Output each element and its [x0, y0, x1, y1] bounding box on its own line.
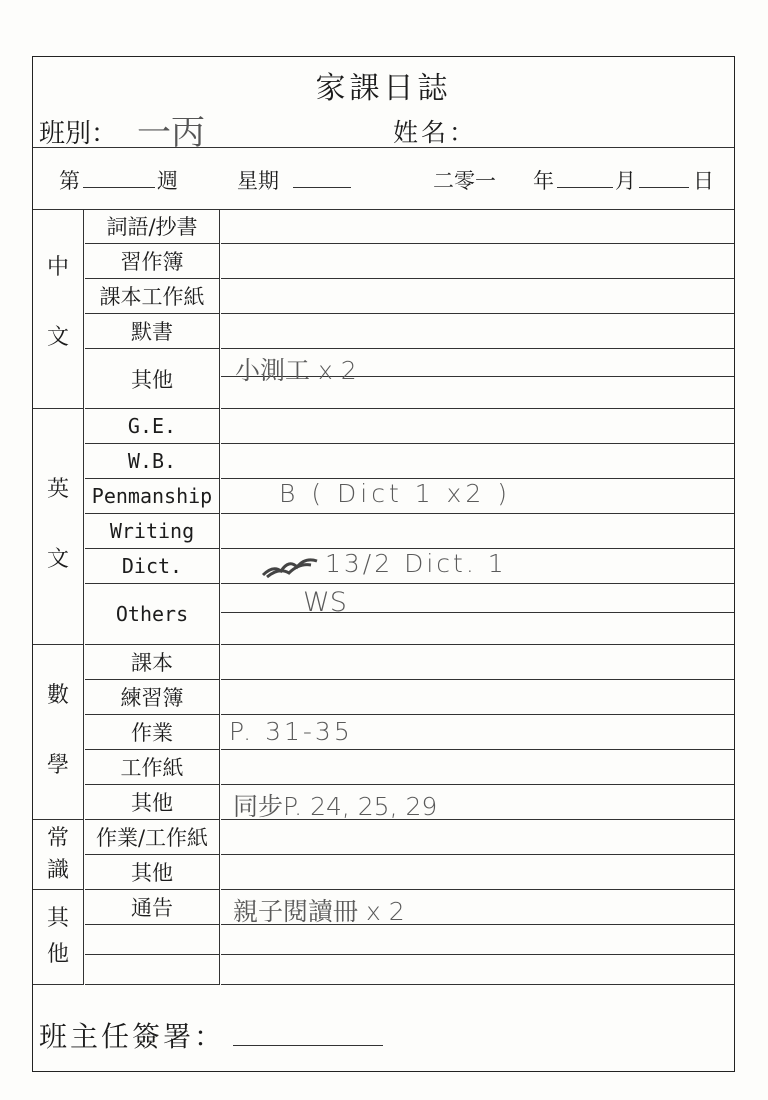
entry-cell: [221, 645, 734, 680]
column-divider: [219, 209, 220, 985]
entry-cell: [221, 244, 734, 279]
subject-math-char1: 數: [46, 683, 69, 708]
item-label: 練習簿: [85, 680, 219, 715]
entry-cell: [221, 584, 734, 613]
week-suffix: 週: [157, 169, 178, 193]
subject-chinese: [33, 209, 83, 409]
signature-label: 班主任簽署：: [39, 1020, 226, 1053]
subject-others: [33, 890, 83, 985]
scribble-mark: [259, 551, 325, 581]
year-prefix: 二零一: [433, 169, 496, 193]
entry-cell: [221, 750, 734, 785]
entry-cell: [221, 209, 734, 244]
entry-cell: [221, 855, 734, 890]
item-label: 其他: [85, 349, 219, 409]
handwritten-entry: 小測工 x 2: [235, 356, 357, 385]
weekday-blank: [293, 165, 351, 188]
subject-math-char2: 學: [46, 753, 69, 778]
class-label: 班別：: [39, 119, 118, 149]
item-label: Writing: [85, 514, 219, 549]
day-label: 日: [693, 169, 714, 193]
item-label: 課本工作紙: [85, 279, 219, 314]
item-label: 作業/工作紙: [85, 820, 219, 855]
item-label: Others: [85, 584, 219, 645]
subject-general-studies: [33, 820, 83, 890]
subject-others-char1: 其: [46, 906, 69, 931]
entry-cell: [221, 820, 734, 855]
subject-english-char2: 文: [46, 547, 69, 572]
month-label: 月: [615, 169, 636, 193]
item-label: 作業: [85, 715, 219, 750]
week-blank: [83, 165, 155, 188]
name-label: 姓名：: [393, 118, 478, 147]
entry-cell: [221, 444, 734, 479]
entry-cell: [221, 409, 734, 444]
item-label: 工作紙: [85, 750, 219, 785]
handwritten-entry: 13/2 Dict. 1: [325, 549, 507, 578]
subject-gs-char1: 常: [46, 826, 69, 851]
class-value-handwritten: 一丙: [137, 113, 205, 153]
subject-gs-char2: 識: [46, 858, 69, 883]
week-prefix: 第: [59, 169, 80, 193]
item-label: W.B.: [85, 444, 219, 479]
item-label: G.E.: [85, 409, 219, 444]
homework-diary-form: [32, 56, 735, 1072]
subject-chinese-char1: 中: [46, 255, 69, 280]
column-divider: [83, 209, 84, 985]
year-blank: [557, 165, 613, 188]
handwritten-entry: WS: [303, 587, 347, 618]
subject-chinese-char2: 文: [46, 325, 69, 350]
item-label: Penmanship: [85, 479, 219, 514]
subject-math: [33, 645, 83, 820]
year-label: 年: [533, 169, 554, 193]
item-label: 默書: [85, 314, 219, 349]
entry-cell: [221, 925, 734, 955]
handwritten-entry: 同步P. 24, 25, 29: [233, 792, 438, 821]
item-label: [85, 955, 219, 985]
item-label: 通告: [85, 890, 219, 925]
handwritten-entry: B ( Dict 1 x2 ): [279, 479, 511, 508]
month-blank: [639, 165, 689, 188]
signature-line: [233, 1045, 383, 1046]
item-label: 詞語/抄書: [85, 209, 219, 244]
form-title: 家課日誌: [315, 71, 452, 106]
entry-cell: [221, 613, 734, 645]
entry-cell: [221, 514, 734, 549]
handwritten-entry: 親子閱讀冊 x 2: [233, 897, 405, 926]
entry-cell: [221, 955, 734, 985]
entry-cell: [221, 680, 734, 715]
item-label: 其他: [85, 855, 219, 890]
subject-others-char2: 他: [46, 942, 69, 967]
handwritten-entry: P. 31-35: [229, 717, 353, 746]
item-label: 其他: [85, 785, 219, 820]
date-row: [33, 147, 734, 207]
item-label: 課本: [85, 645, 219, 680]
subject-english-char1: 英: [46, 477, 69, 502]
item-label: Dict.: [85, 549, 219, 584]
weekday-label: 星期: [237, 169, 279, 193]
item-label: [85, 925, 219, 955]
item-label: 習作簿: [85, 244, 219, 279]
entry-cell: [221, 314, 734, 349]
subject-english: [33, 409, 83, 645]
entry-cell: [221, 279, 734, 314]
